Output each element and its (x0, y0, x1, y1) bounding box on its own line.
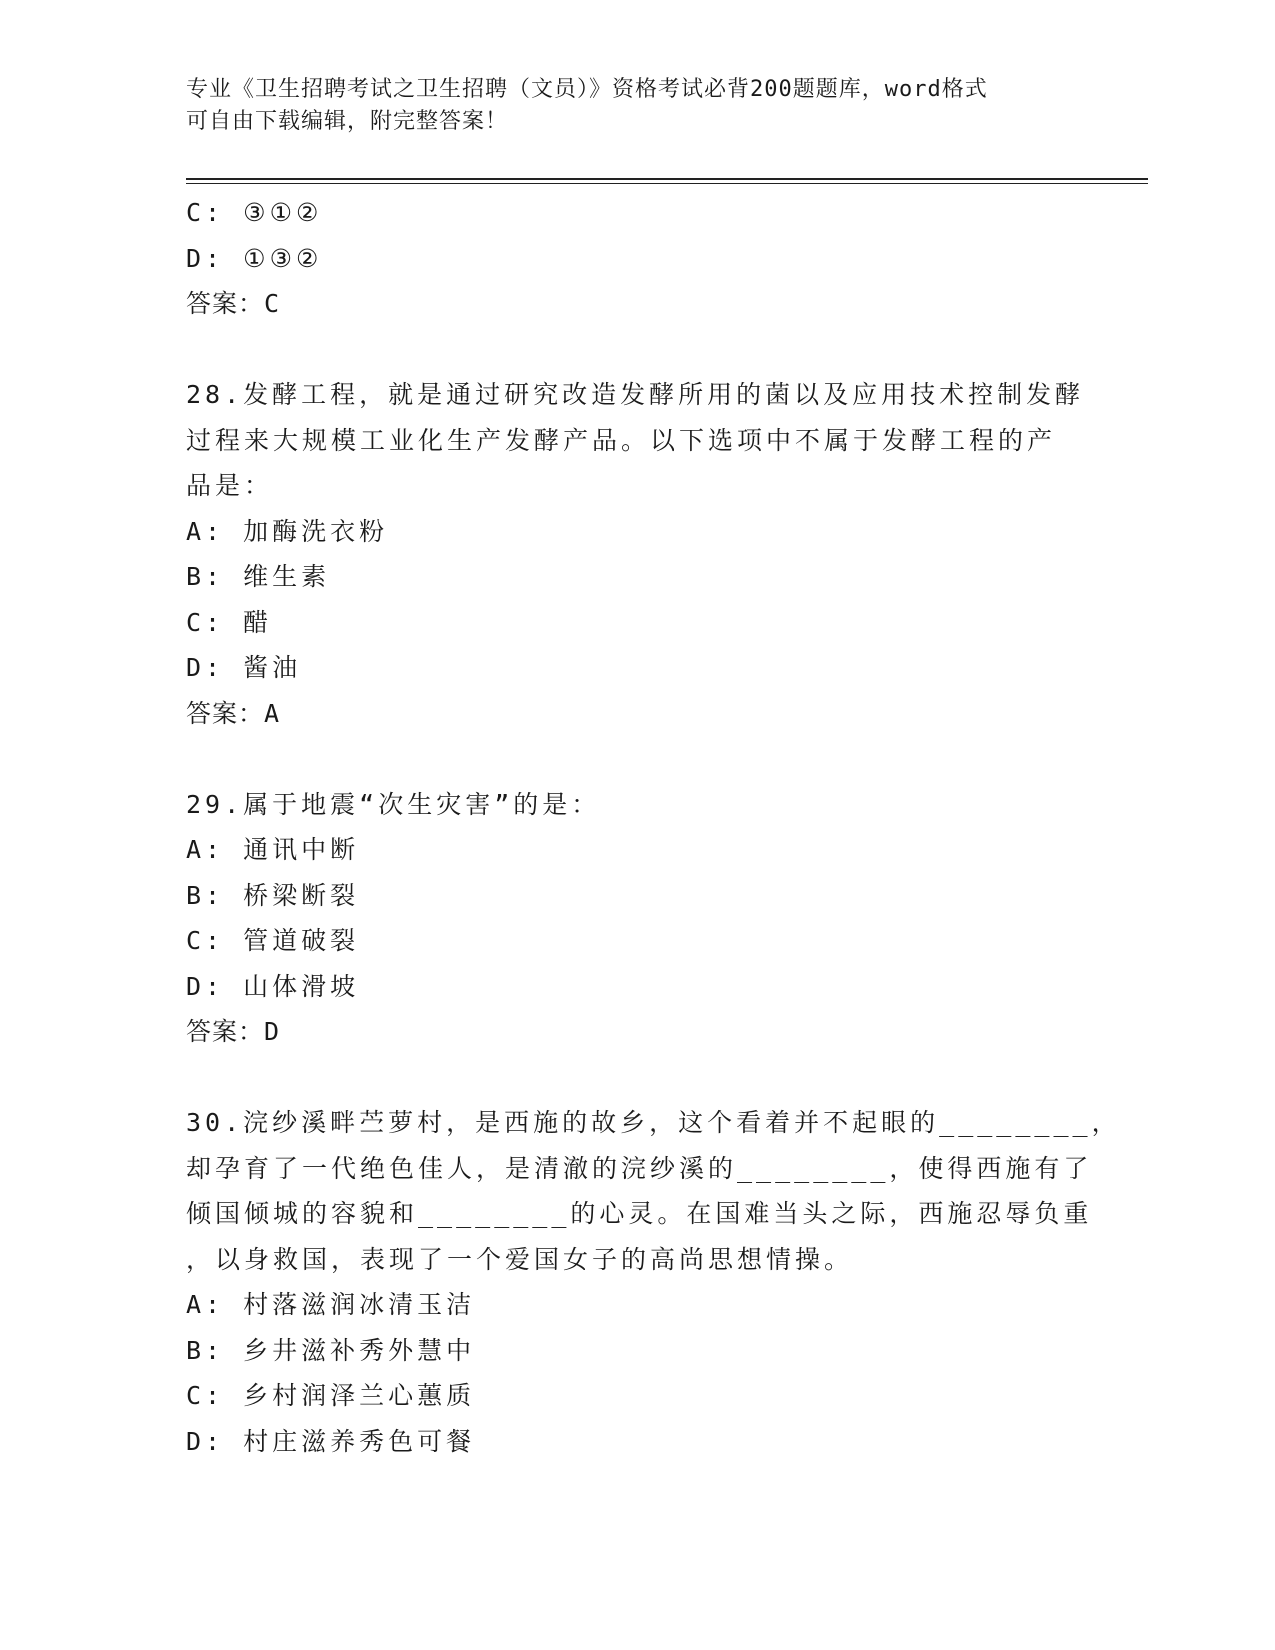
q30-option-d: D: 村庄滋养秀色可餐 (186, 1426, 476, 1456)
q30-stem-line-1: 30.浣纱溪畔苎萝村，是西施的故乡，这个看着并不起眼的________， (186, 1108, 1121, 1137)
q29-option-d: D: 山体滑坡 (186, 971, 360, 1001)
spacer (186, 736, 1086, 782)
q28-option-c: C: 醋 (186, 607, 273, 637)
q30-option-c: C: 乡村润泽兰心蕙质 (186, 1381, 476, 1410)
q28-option-d: D: 酱油 (186, 653, 302, 682)
q28-stem-line-1: 28.发酵工程，就是通过研究改造发酵所用的菌以及应用技术控制发酵 (186, 380, 1085, 409)
spacer (186, 1055, 1086, 1101)
spacer (186, 327, 1086, 373)
q27-option-d: D: ①③② (186, 243, 323, 273)
q28-option-a: A: 加酶洗衣粉 (186, 516, 389, 546)
q30-option-b: B: 乡井滋补秀外慧中 (186, 1335, 476, 1365)
header-divider-thin (186, 183, 1148, 184)
q30-stem-line-3: 倾国倾城的容貌和________的心灵。在国难当头之际，西施忍辱负重 (186, 1199, 1093, 1228)
header-line-2: 可自由下载编辑，附完整答案！ (186, 109, 509, 134)
q28-stem-line-2: 过程来大规模工业化生产发酵产品。以下选项中不属于发酵工程的产 (186, 425, 1057, 455)
q29-stem-line-1: 29.属于地震“次生灾害”的是： (186, 789, 601, 819)
q27-option-c: C: ③①② (186, 198, 323, 227)
document-header (186, 74, 1066, 138)
header-divider-thick (186, 178, 1148, 180)
q29-option-a: A: 通讯中断 (186, 835, 360, 864)
q30-option-a: A: 村落滋润冰清玉洁 (186, 1290, 476, 1319)
q30-stem-line-4: ，以身救国，表现了一个爱国女子的高尚思想情操。 (186, 1244, 854, 1274)
q29-option-b: B: 桥梁断裂 (186, 880, 360, 910)
question-content (186, 190, 1121, 1464)
q27-answer: 答案：C (186, 289, 281, 318)
q28-answer: 答案：A (186, 698, 281, 728)
q28-stem-line-3: 品是： (186, 471, 274, 500)
q29-option-c: C: 管道破裂 (186, 926, 360, 955)
q29-answer: 答案：D (186, 1017, 281, 1046)
q28-option-b: B: 维生素 (186, 562, 331, 591)
header-line-1: 专业《卫生招聘考试之卫生招聘（文员）》资格考试必背200题题库，word格式 (186, 77, 988, 102)
q30-stem-line-2: 却孕育了一代绝色佳人，是清澈的浣纱溪的________，使得西施有了 (186, 1153, 1093, 1183)
